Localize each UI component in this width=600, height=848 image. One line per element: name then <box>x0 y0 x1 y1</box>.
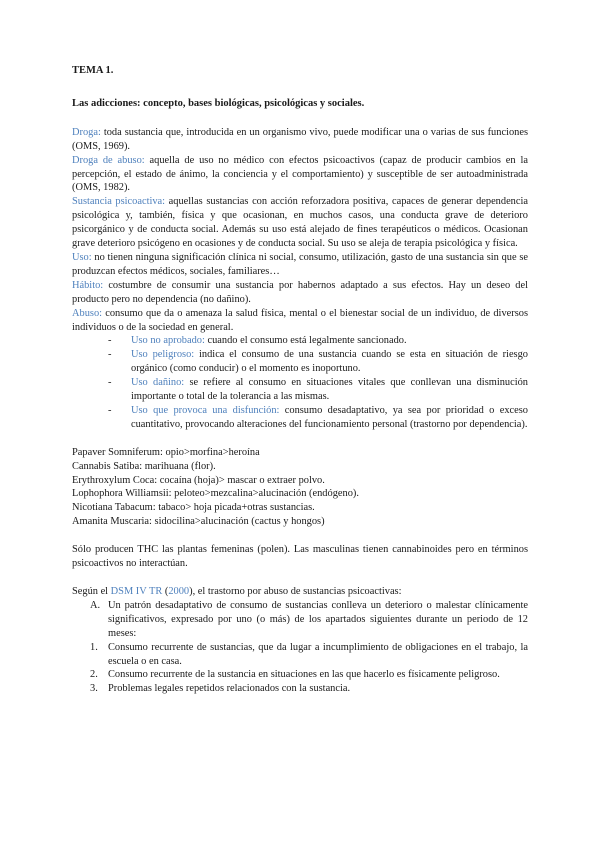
dsm-intro <box>72 585 528 599</box>
dash-bullet: - <box>108 377 112 389</box>
list-item <box>108 404 528 432</box>
definition-sustancia-psicoactiva <box>72 195 528 251</box>
abuse-type-term: Uso peligroso: <box>131 349 195 361</box>
definition-text: costumbre de consumir una sustancia por habernos adaptado a sus efectos. Hay un deseo del producto pero no dependencia (no dañino). <box>72 279 528 305</box>
definition-term: Hábito: <box>72 279 104 291</box>
list-item <box>90 641 528 669</box>
criterion-a <box>72 599 528 641</box>
definition-term: Uso: <box>72 251 92 263</box>
dash-bullet: - <box>108 349 112 361</box>
list-item <box>90 668 528 682</box>
dsm-year-open: ( <box>162 586 169 597</box>
criteria-list <box>72 641 528 697</box>
dash-bullet: - <box>108 404 112 416</box>
definition-uso <box>72 251 528 279</box>
criterion-a-label: A. <box>90 599 101 611</box>
criterion-text: Problemas legales repetidos relacionados con la sustancia. <box>108 683 351 695</box>
document-page <box>72 64 528 696</box>
definition-abuso <box>72 307 528 335</box>
definition-text: toda sustancia que, introducida en un organismo vivo, puede modificar una o varias de sus funciones (OMS, 1969). <box>72 126 528 152</box>
plant-line: Amanita Muscaria: sidocilina>alucinación (cactus y hongos) <box>72 516 325 528</box>
definition-term: Droga: <box>72 126 101 138</box>
dsm-intro-suffix: , el trastorno por abuso de sustancias psicoactivas: <box>192 586 402 597</box>
dsm-source-link[interactable]: DSM IV TR <box>110 586 163 597</box>
dsm-intro-prefix: Según el <box>72 586 111 597</box>
dash-bullet: - <box>108 335 112 347</box>
topic-title: Las adicciones: concepto, bases biológicas, psicológicas y sociales. <box>72 97 365 109</box>
dsm-year-link[interactable]: 2000 <box>168 586 190 597</box>
plant-line: Lophophora Williamsii: peloteo>mezcalina>alucinación (endógeno). <box>72 488 359 500</box>
abuse-types-list <box>72 334 528 431</box>
definition-text: aquellas sustancias con acción reforzadora positiva, capaces de generar dependencia psicológica y, también, física y que ocasionan, en muchos casos, una conducta grave de deterioro psicorgánico y de conducta social. Además su uso está alejado de fines terapéuticos o médicos. Ocasionan grave deterioro psicógeno en ocasiones y de conducta social. Su uso se aleja de terapia psicológica y física. <box>72 196 528 250</box>
criterion-number: 1. <box>90 641 98 653</box>
plants-list <box>72 446 528 529</box>
spacer <box>72 529 528 543</box>
definition-text: consumo que da o amenaza la salud física, mental o el bienestar social de un individuo, de diversos individuos o de la sociedad en general. <box>72 307 528 333</box>
criterion-a-item <box>90 599 528 641</box>
dsm-year-close: ) <box>189 586 193 597</box>
plant-line: Cannabis Satiba: marihuana (flor). <box>72 460 216 472</box>
topic-number: TEMA 1. <box>72 65 114 76</box>
definition-text: aquella de uso no médico con efectos psicoactivos (capaz de producir cambios en la percepción, el estado de ánimo, la conciencia y el comportamiento) y susceptible de ser autoadministrada (OMS, 1982). <box>72 154 528 194</box>
criterion-text: Consumo recurrente de la sustancia en situaciones en las que hacerlo es físicamente peligroso. <box>108 669 500 681</box>
list-item <box>108 376 528 404</box>
definition-term: Droga de abuso: <box>72 154 145 166</box>
spacer <box>72 432 528 446</box>
list-item <box>108 348 528 376</box>
definition-droga <box>72 126 528 154</box>
criterion-text: Consumo recurrente de sustancias, que da lugar a incumplimiento de obligaciones en el trabajo, la escuela o en casa. <box>108 641 528 667</box>
plant-line: Erythroxylum Coca: cocaína (hoja)> mascar o extraer polvo. <box>72 474 325 486</box>
abuse-type-text: consumo desadaptativo, ya sea por prioridad o exceso cuantitativo, provocando alteraciones del funcionamiento personal (trastorno por dependencia). <box>131 404 528 430</box>
abuse-type-text: indica el consumo de una sustancia cuando se esta en situación de riesgo orgánico (como conducir) o el momento es inoportuno. <box>131 349 528 375</box>
abuse-type-text: se refiere al consumo en situaciones vitales que conllevan una disminución importante o total de la tolerancia a las mismas. <box>131 377 528 403</box>
definition-droga-de-abuso <box>72 154 528 196</box>
definition-text: no tienen ninguna significación clínica ni social, consumo, utilización, gasto de una sustancia sin que se produzcan efectos médicos, sociales, familiares… <box>72 251 528 277</box>
criterion-number: 3. <box>90 683 98 695</box>
plant-line: Nicotiana Tabacum: tabaco> hoja picada+otras sustancias. <box>72 502 315 514</box>
spacer <box>72 571 528 585</box>
abuse-type-term: Uso dañino: <box>131 377 185 389</box>
plant-line: Papaver Somniferum: opio>morfina>heroína <box>72 446 260 458</box>
abuse-type-term: Uso no aprobado: <box>131 335 205 347</box>
definition-term: Abuso: <box>72 307 103 319</box>
definitions-block <box>72 126 528 335</box>
definition-habito <box>72 279 528 307</box>
thc-note: Sólo producen THC las plantas femeninas (polen). Las masculinas tienen cannabinoides pero en términos psicoactivos no interactúan. <box>72 544 528 570</box>
criterion-number: 2. <box>90 669 98 681</box>
list-item <box>108 334 528 348</box>
abuse-type-term: Uso que provoca una disfunción: <box>131 404 280 416</box>
definition-term: Sustancia psicoactiva: <box>72 196 166 208</box>
list-item <box>90 682 528 696</box>
criterion-a-text: Un patrón desadaptativo de consumo de sustancias conlleva un deterioro o malestar clínicamente significativos, expresado por uno (o más) de los apartados siguientes durante un periodo de 12 meses: <box>108 599 528 639</box>
abuse-type-text: cuando el consumo está legalmente sancionado. <box>204 335 407 347</box>
